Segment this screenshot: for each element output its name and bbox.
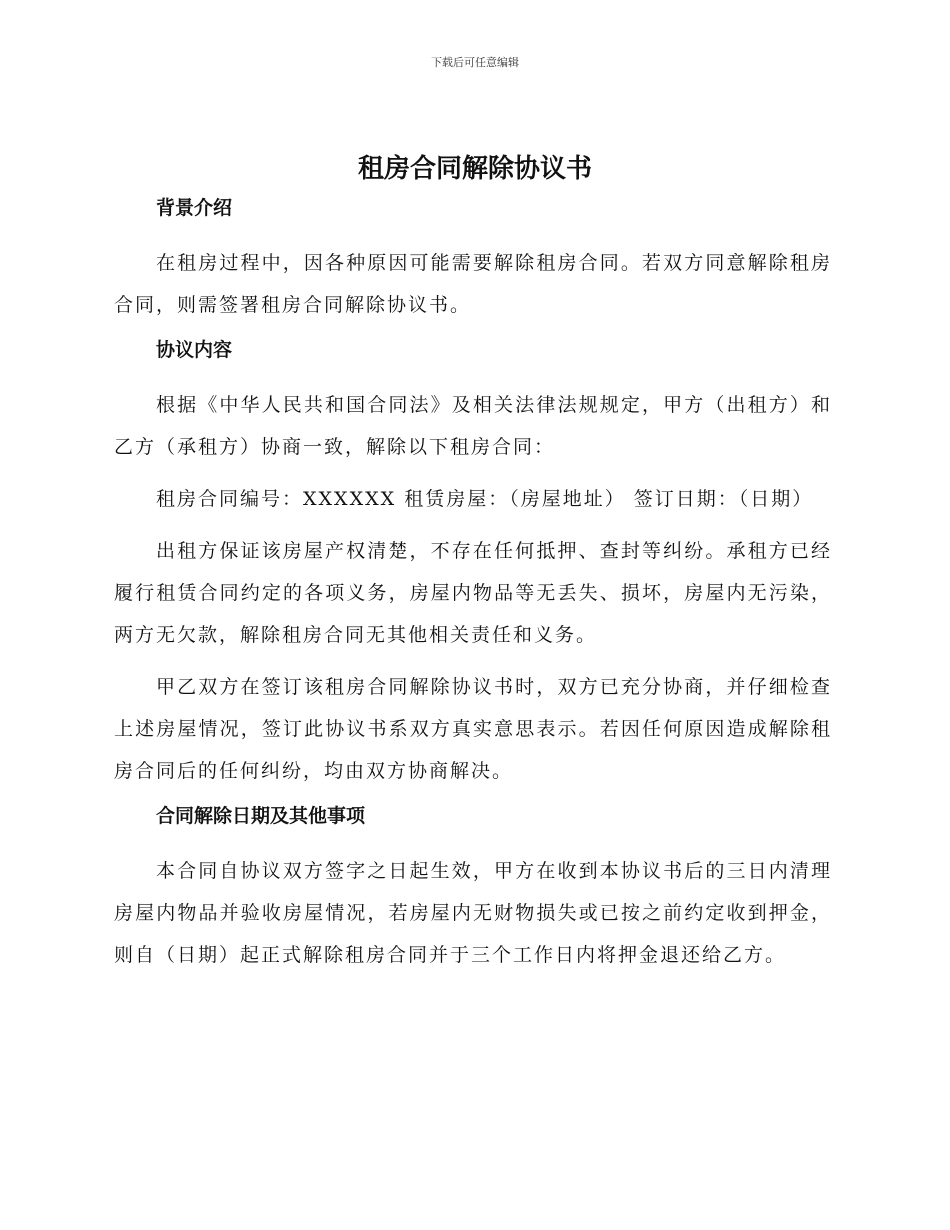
paragraph: 租房合同编号：XXXXXX 租赁房屋：（房屋地址） 签订日期：（日期） [156, 488, 814, 510]
section-heading: 协议内容 [156, 339, 233, 361]
section-heading: 合同解除日期及其他事项 [156, 805, 366, 827]
section-heading: 背景介绍 [156, 197, 233, 219]
paragraph: 出租方保证该房屋产权清楚，不存在任何抵押、查封等纠纷。承租方已经履行租赁合同约定的各项义务，房屋内物品等无丢失、损坏，房屋内无污染，两方无欠款，解除租房合同无其他相关责任和义务。 [114, 540, 832, 646]
section-termination-date [114, 802, 832, 976]
document-title: 租房合同解除协议书 [357, 154, 592, 184]
paragraph: 本合同自协议双方签字之日起生效，甲方在收到本协议书后的三日内清理房屋内物品并验收房屋情况，若房屋内无财物损失或已按之前约定收到押金，则自（日期）起正式解除租房合同并于三个工作日内将押金退还给乙方。 [114, 860, 832, 966]
document-body [114, 190, 832, 986]
section-agreement [114, 336, 832, 792]
paragraph: 甲乙双方在签订该租房合同解除协议书时，双方已充分协商，并仔细检查上述房屋情况，签订此协议书系双方真实意思表示。若因任何原因造成解除租房合同后的任何纠纷，均由双方协商解决。 [114, 676, 832, 782]
paragraph: 根据《中华人民共和国合同法》及相关法律法规规定，甲方（出租方）和乙方（承租方）协商一致，解除以下租房合同： [114, 394, 832, 458]
paragraph: 在租房过程中，因各种原因可能需要解除租房合同。若双方同意解除租房合同，则需签署租房合同解除协议书。 [114, 252, 832, 316]
header-note: 下载后可任意编辑 [431, 56, 519, 69]
section-background [114, 194, 832, 326]
